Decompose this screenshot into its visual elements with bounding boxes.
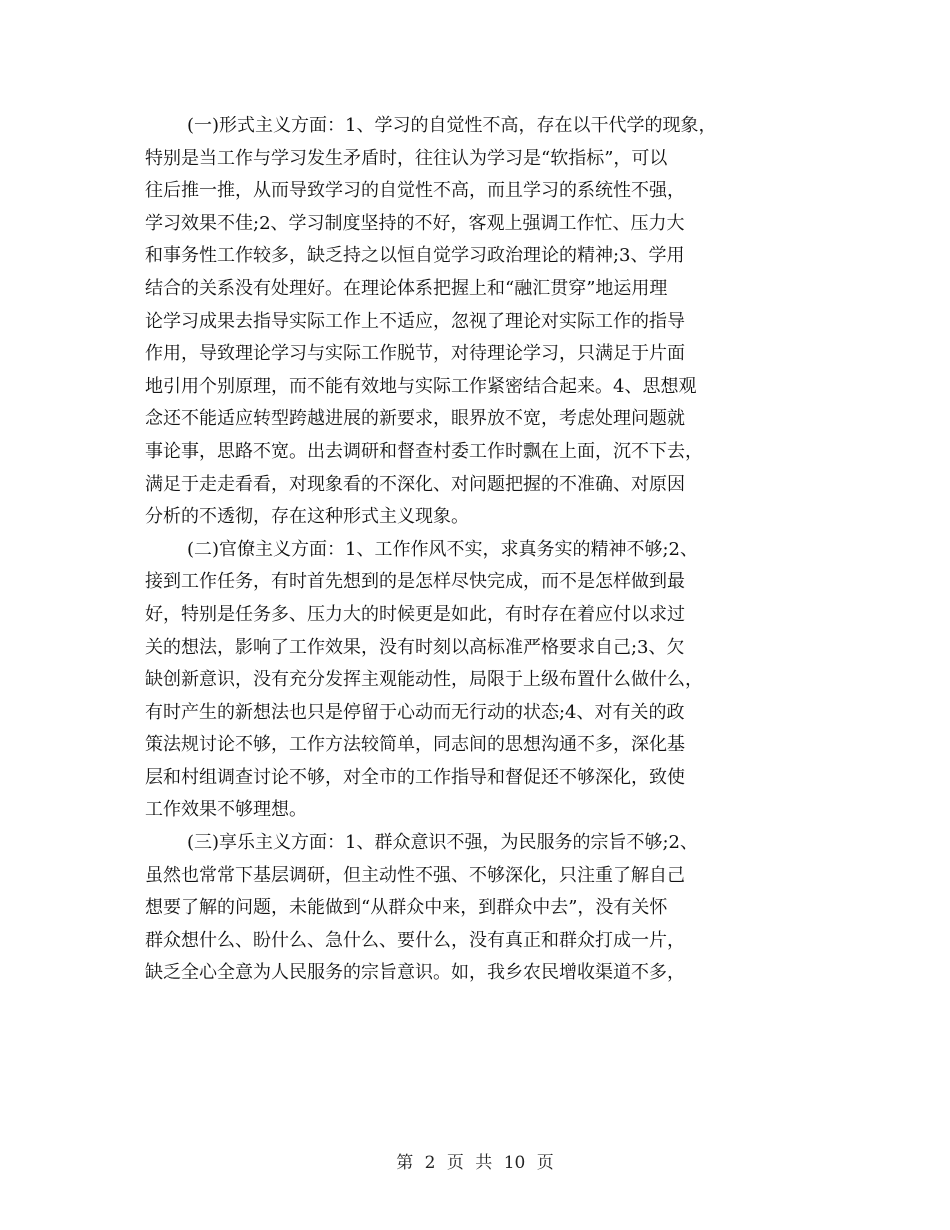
paragraph-3-line: 虽然也常常下基层调研，但主动性不强、不够深化，只注重了解自己	[145, 864, 685, 886]
paragraph-2-line: 工作效果不够理想。	[145, 799, 307, 821]
paragraph-1-line: 论学习成果去指导实际工作上不适应，忽视了理论对实际工作的指导	[145, 310, 685, 332]
paragraph-1-line: 往后推一推，从而导致学习的自觉性不高，而且学习的系统性不强，	[145, 180, 685, 202]
paragraph-2-line: 策法规讨论不够，工作方法较简单，同志间的思想沟通不多，深化基	[145, 734, 685, 756]
paragraph-1-line: 特别是当工作与学习发生矛盾时，往往认为学习是“软指标”，可以	[145, 147, 668, 169]
paragraph-2-line: 接到工作任务，有时首先想到的是怎样尽快完成，而不是怎样做到最	[145, 571, 685, 593]
paragraph-2-line: 层和村组调查讨论不够，对全市的工作指导和督促还不够深化，致使	[145, 766, 685, 788]
paragraph-2-line: 关的想法，影响了工作效果，没有时刻以高标准严格要求自己;3、欠	[145, 636, 685, 658]
paragraph-3-line: (三)享乐主义方面：1、群众意识不强，为民服务的宗旨不够;2、	[187, 832, 699, 854]
document-body	[145, 110, 825, 990]
paragraph-2-line: 好，特别是任务多、压力大的时候更是如此，有时存在着应付以求过	[145, 603, 685, 625]
page-number-footer: 第 2 页 共 10 页	[396, 1153, 554, 1173]
paragraph-3-line: 缺乏全心全意为人民服务的宗旨意识。如，我乡农民增收渠道不多，	[145, 962, 685, 984]
paragraph-3-line: 想要了解的问题，未能做到“从群众中来，到群众中去”，没有关怀	[145, 897, 668, 919]
paragraph-1-line: 地引用个别原理，而不能有效地与实际工作紧密结合起来。4、思想观	[145, 375, 697, 397]
paragraph-1-line: (一)形式主义方面：1、学习的自觉性不高，存在以干代学的现象，	[187, 115, 717, 136]
paragraph-1-line: 和事务性工作较多，缺乏持之以恒自觉学习政治理论的精神;3、学用	[145, 245, 685, 267]
paragraph-1-line: 作用，导致理论学习与实际工作脱节，对待理论学习，只满足于片面	[145, 343, 685, 365]
paragraph-1-line: 学习效果不佳;2、学习制度坚持的不好，客观上强调工作忙、压力大	[145, 212, 685, 234]
paragraph-1-line: 满足于走走看看，对现象看的不深化、对问题把握的不准确、对原因	[145, 473, 685, 495]
paragraph-2-line: 有时产生的新想法也只是停留于心动而无行动的状态;4、对有关的政	[145, 701, 685, 723]
paragraph-1-line: 念还不能适应转型跨越进展的新要求，眼界放不宽，考虑处理问题就	[145, 408, 685, 430]
paragraph-1-line: 结合的关系没有处理好。在理论体系把握上和“融汇贯穿”地运用理	[145, 277, 668, 299]
paragraph-3-line: 群众想什么、盼什么、急什么、要什么，没有真正和群众打成一片，	[145, 929, 685, 951]
paragraph-1-line: 分析的不透彻，存在这种形式主义现象。	[145, 506, 469, 528]
paragraph-2-line: 缺创新意识，没有充分发挥主观能动性，局限于上级布置什么做什么，	[145, 669, 703, 691]
paragraph-1-line: 事论事，思路不宽。出去调研和督查村委工作时飘在上面，沉不下去，	[145, 440, 703, 462]
paragraph-2-line: (二)官僚主义方面：1、工作作风不实，求真务实的精神不够;2、	[187, 538, 699, 560]
